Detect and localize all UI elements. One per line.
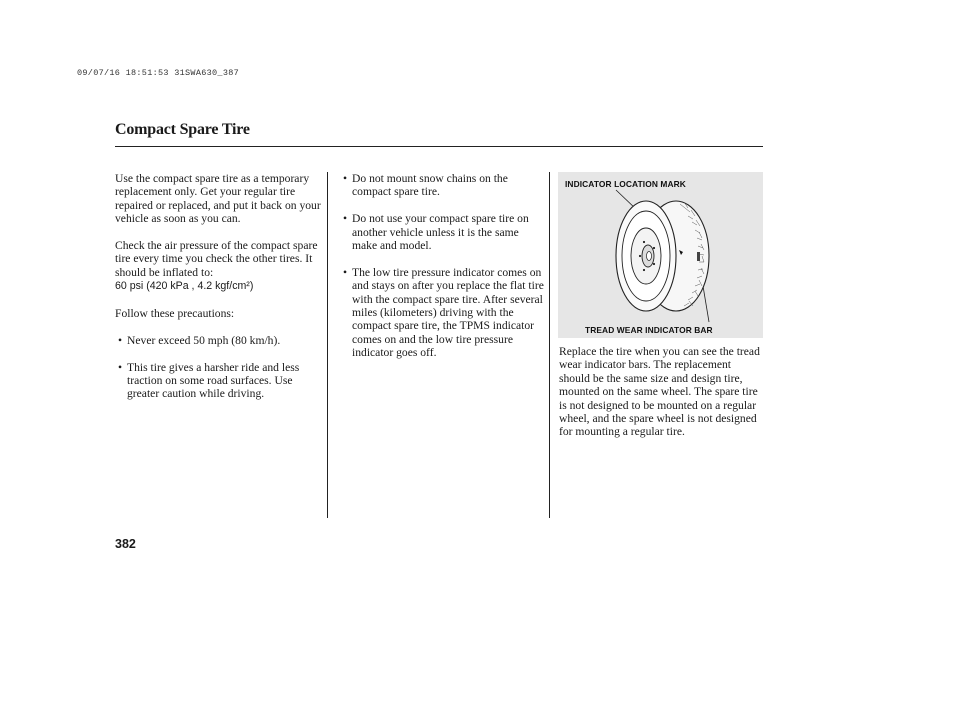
hub-center — [647, 252, 652, 261]
pressure-text: Check the air pressure of the compact spare tire every time you check the other tires. It should be inflated to: — [115, 239, 318, 279]
tread-wear-bar — [697, 252, 700, 261]
indicator-location-label: INDICATOR LOCATION MARK — [565, 179, 686, 189]
bullet-icon: • — [343, 212, 348, 226]
list-item-text: Do not use your compact spare tire on another vehicle unless it is the same make and model. — [352, 212, 529, 253]
list-item — [115, 361, 325, 401]
list-item — [340, 266, 545, 360]
column-1 — [115, 172, 325, 414]
bullet-icon: • — [343, 172, 348, 185]
bullet-icon: • — [118, 333, 123, 347]
bullet-icon: • — [343, 265, 348, 279]
list-item — [340, 212, 545, 252]
column-divider-2 — [549, 172, 550, 518]
page-number: 382 — [115, 537, 136, 551]
pressure-paragraph — [115, 239, 325, 294]
list-item — [115, 334, 325, 347]
spare-tire-illustration — [558, 172, 763, 338]
column-3 — [559, 345, 764, 452]
tread-wear-label: TREAD WEAR INDICATOR BAR — [585, 325, 713, 335]
list-item — [340, 172, 545, 199]
print-timestamp: 09/07/16 18:51:53 31SWA630_387 — [77, 68, 240, 78]
list-item-text: Never exceed 50 mph (80 km/h). — [127, 333, 281, 347]
intro-paragraph: Use the compact spare tire as a temporary replacement only. Get your regular tire repaired or replaced, and put it back on your vehicle as soon as you can. — [115, 172, 321, 226]
list-item-text: The low tire pressure indicator comes on and stays on after you replace the flat tire with the compact spare tire. After several miles (kilometers) driving with the compact spare tire, the TPMS indicator comes on and the low tire pressure indicator goes off. — [352, 265, 544, 360]
pressure-value: 60 psi (420 kPa , 4.2 kgf/cm²) — [115, 280, 254, 293]
column-2 — [340, 172, 545, 373]
precautions-heading: Follow these precautions: — [115, 307, 235, 321]
title-divider — [115, 146, 763, 147]
bullet-icon: • — [118, 360, 123, 374]
column-divider-1 — [327, 172, 328, 518]
list-item-text: This tire gives a harsher ride and less traction on some road surfaces. Use greater caution while driving. — [127, 360, 300, 401]
page-title: Compact Spare Tire — [115, 121, 250, 138]
tire-drawing — [558, 172, 763, 338]
replacement-paragraph: Replace the tire when you can see the tread wear indicator bars. The replacement should be the same size and design tire, mounted on the same wheel. The spare tire is not designed to be mounted on a regular wheel, and the spare wheel is not designed for mounting a regular tire. — [559, 345, 760, 439]
list-item-text: Do not mount snow chains on the compact spare tire. — [352, 172, 508, 199]
